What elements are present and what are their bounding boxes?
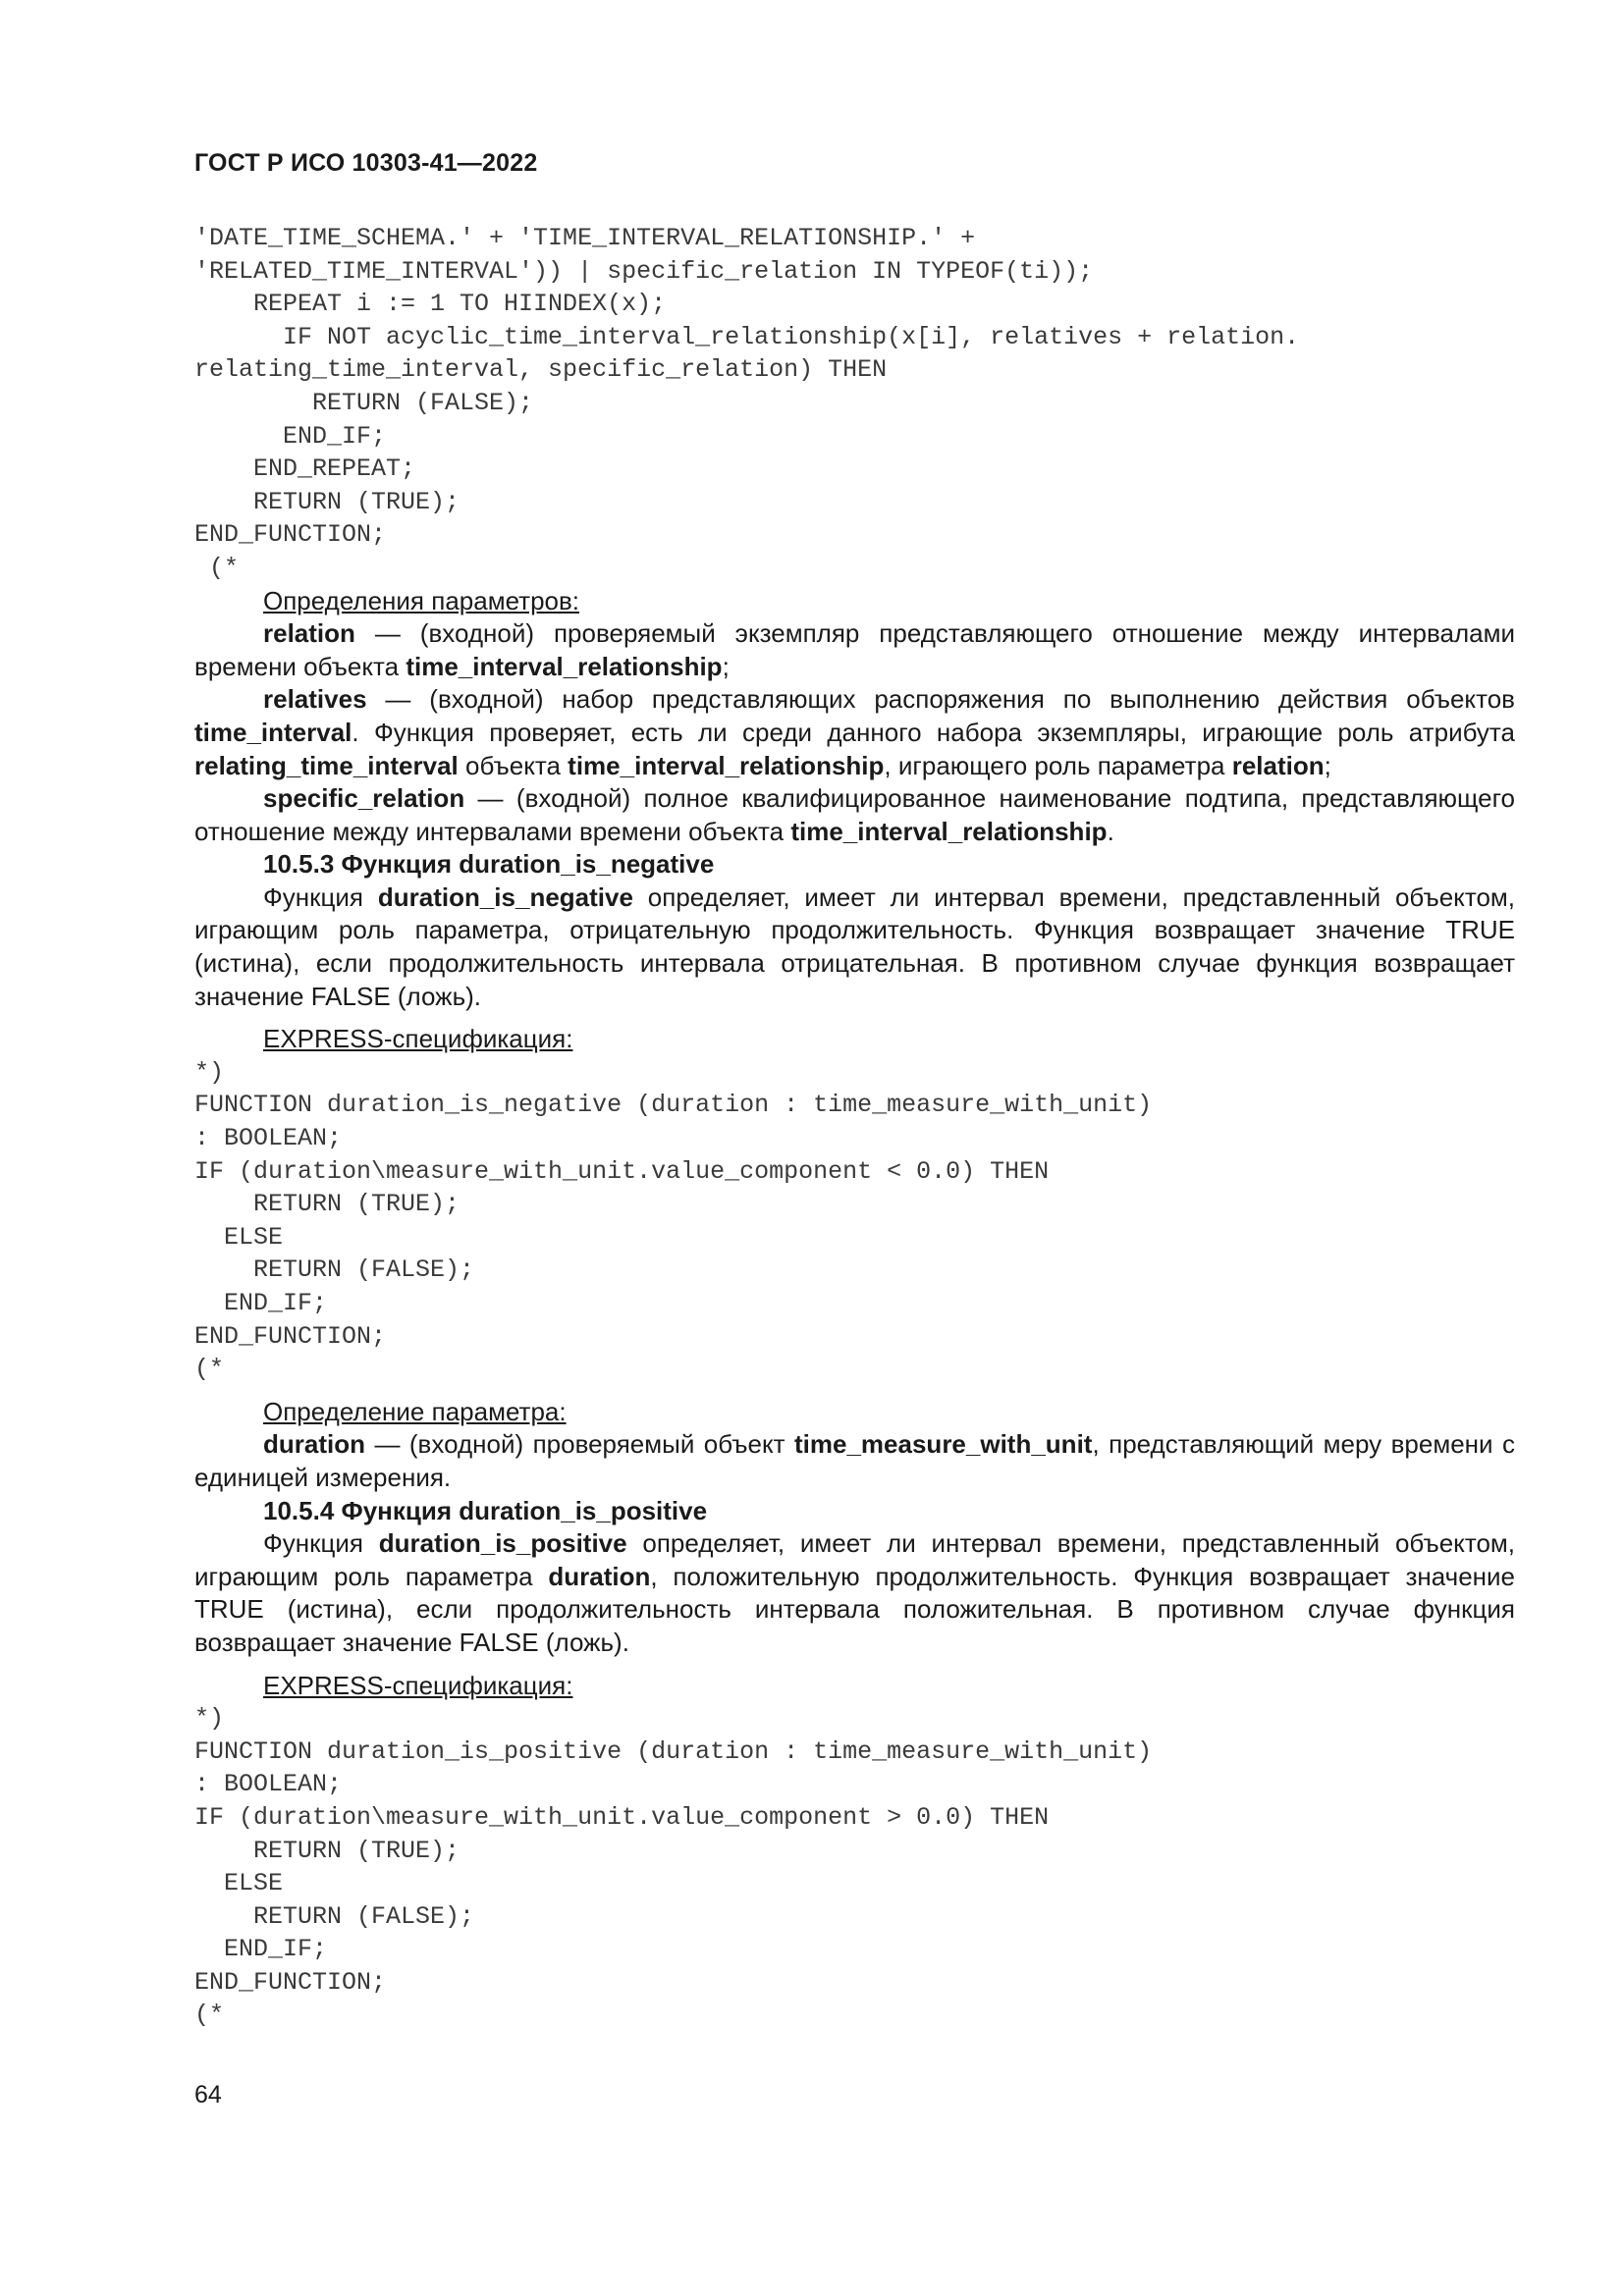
param-term: duration <box>263 1429 365 1460</box>
param-term: relation <box>263 618 355 649</box>
param-specific-relation: specific_relation — (входной) полное квалифицированное наименование подтипа, представляющего отношение между интервалами времени объекта time_interval_relationship. <box>194 783 1515 846</box>
section-heading-duration-is-negative: 10.5.3 Функция duration_is_negative <box>263 849 715 880</box>
express-spec-label-negative: EXPRESS-спецификация: <box>263 1024 573 1054</box>
section-description-positive: Функция duration_is_positive определяет, имеет ли интервал времени, представленный объектом, играющим роль параметра duration, положительную продолжительность. Функция возвращает значение TRUE (истина), если продолжительность интервала положительная. В противном случае функция возвращает значение FALSE (ложь). <box>194 1528 1516 1657</box>
param-term: specific_relation <box>263 783 465 814</box>
section-description-negative: Функция duration_is_negative определяет, имеет ли интервал времени, представленный объектом, играющим роль параметра, отрицательную продолжительность. Функция возвращает значение TRUE (истина), если продолжительность интервала отрицательная. В противном случае функция возвращает значение FALSE (ложь). <box>194 881 1516 1011</box>
parameter-definition-duration <box>194 1386 1515 1702</box>
parameter-definitions <box>194 585 1515 1056</box>
section-heading-duration-is-positive: 10.5.4 Функция duration_is_positive <box>263 1495 708 1525</box>
parameter-definition-label: Определение параметра: <box>263 1396 567 1426</box>
code-block-duration-is-negative: *) FUNCTION duration_is_negative (duration : time_measure_with_unit) : BOOLEAN; IF (duration\measure_with_unit.value_component < 0.0) THEN RETURN (TRUE); ELSE RETURN (FALSE); END_IF; END_FUNCTION; (* <box>194 1057 1153 1384</box>
page-content <box>194 222 1515 2032</box>
express-spec-label-positive: EXPRESS-спецификация: <box>263 1670 573 1700</box>
param-relation: relation — (входной) проверяемый экземпляр представляющего отношение между интервалами времени объекта time_interval_relationship; <box>194 618 1515 681</box>
param-duration: duration — (входной) проверяемый объект time_measure_with_unit, представляющий меру времени с единицей измерения. <box>194 1429 1515 1492</box>
page-number: 64 <box>194 2081 222 2109</box>
code-block-duration-is-positive: *) FUNCTION duration_is_positive (duration : time_measure_with_unit) : BOOLEAN; IF (duration\measure_with_unit.value_component > 0.0) THEN RETURN (TRUE); ELSE RETURN (FALSE); END_IF; END_FUNCTION; (* <box>194 1704 1153 2030</box>
param-term: relatives <box>263 684 367 715</box>
parameter-definitions-label: Определения параметров: <box>263 585 580 615</box>
document-header: ГОСТ Р ИСО 10303-41—2022 <box>194 149 538 177</box>
code-block-acyclic: 'DATE_TIME_SCHEMA.' + 'TIME_INTERVAL_RELATIONSHIP.' + 'RELATED_TIME_INTERVAL')) | specific_relation IN TYPEOF(ti)); REPEAT i := 1 TO HIINDEX(x); IF NOT acyclic_time_interval_relationship(x[i], relatives + relation. relating_time_interval, specific_relation) THEN RETURN (FALSE); END_IF; END_REPEAT; RETURN (TRUE); END_FUNCTION; (* <box>194 224 1300 582</box>
param-relatives: relatives — (входной) набор представляющих распоряжения по выполнению действия объектов time_interval. Функция проверяет, есть ли среди данного набора экземпляры, играющие роль атрибута relating_time_interval объекта time_interval_relationship, играющего роль параметра relation; <box>194 684 1515 780</box>
